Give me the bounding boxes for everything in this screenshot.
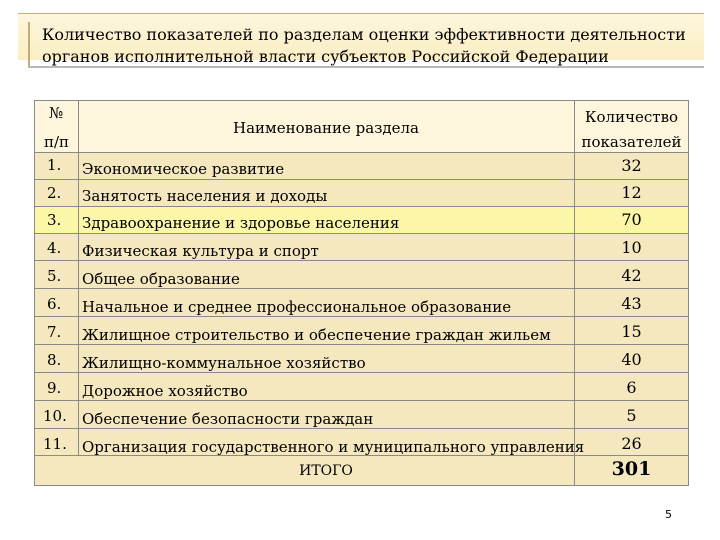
row-indicator-count: 43 [621,294,642,313]
row-indicator-count: 42 [621,266,642,285]
row-number: 11. [43,435,67,453]
row-number: 5. [47,267,62,285]
row-section-name: Жилищно-коммунальное хозяйство [82,354,366,372]
grid-line [34,485,689,486]
row-section-name: Общее образование [82,270,240,288]
row-indicator-count: 40 [621,350,642,369]
row-number: 2. [47,184,62,202]
page-title-line-1: Количество показателей по разделам оценки эффективности деятельности [42,25,686,44]
row-indicator-count: 5 [626,406,637,425]
grid-line [34,100,35,486]
title-accent-line [28,22,30,66]
row-number: 10. [43,407,67,425]
row-indicator-count: 32 [621,156,642,175]
row-section-name: Физическая культура и спорт [82,242,319,260]
row-number: 4. [47,239,62,257]
total-label: ИТОГО [299,463,353,479]
total-value: 301 [611,458,652,480]
grid-line [34,179,689,180]
row-indicator-count: 6 [626,378,637,397]
row-section-name: Жилищное строительство и обеспечение граждан жильем [82,326,551,344]
row-section-name: Организация государственного и муниципального управления [82,438,585,456]
row-section-name: Занятость населения и доходы [82,187,328,205]
grid-line [34,288,689,289]
header-number-line-1: № [49,104,64,122]
row-indicator-count: 70 [621,210,642,229]
grid-line [34,206,689,207]
page-title-line-2: органов исполнительной власти субъектов Российской Федерации [42,47,609,66]
row-number: 3. [47,211,62,229]
row-section-name: Здравоохранение и здоровье населения [82,214,400,232]
row-number: 9. [47,379,62,397]
row-number: 8. [47,351,62,369]
grid-line [34,233,689,234]
row-indicator-count: 15 [621,322,642,341]
row-indicator-count: 10 [621,238,642,257]
header-count-line-2: показателей [581,133,682,151]
header-count-line-1: Количество [584,108,679,126]
row-section-name: Начальное и среднее профессиональное образование [82,298,512,316]
row-indicator-count: 12 [621,183,642,202]
header-section-name: Наименование раздела [233,119,419,137]
grid-line [34,152,689,153]
grid-line [34,400,689,401]
page-number: 5 [665,508,672,521]
row-indicator-count: 26 [621,434,642,453]
page-title [42,24,692,68]
row-number: 7. [47,323,62,341]
grid-line [34,344,689,345]
grid-line [34,372,689,373]
row-section-name: Экономическое развитие [82,160,285,178]
indicators-table [34,100,689,486]
grid-line [34,260,689,261]
row-section-name: Обеспечение безопасности граждан [82,410,374,428]
grid-line [34,316,689,317]
row-section-name: Дорожное хозяйство [82,382,248,400]
row-number: 6. [47,295,62,313]
grid-line [34,100,689,101]
row-number: 1. [47,156,62,174]
grid-line [34,428,689,429]
header-number-line-2: п/п [44,133,70,151]
